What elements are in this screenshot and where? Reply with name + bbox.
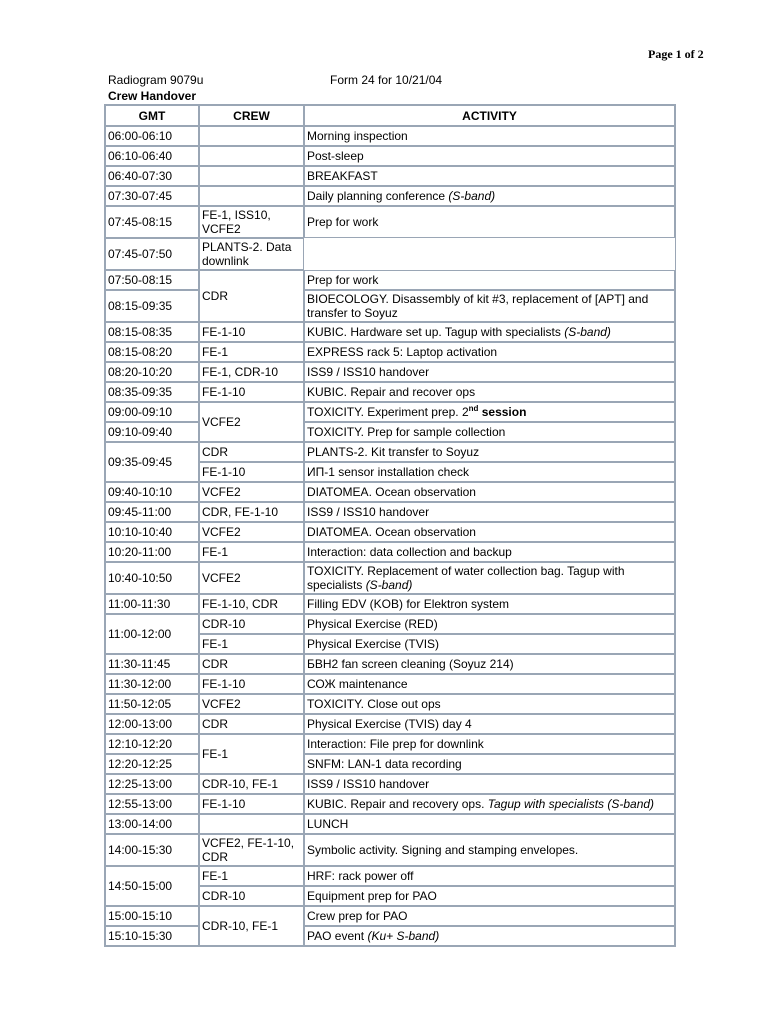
table-row: [105, 926, 675, 946]
table-cell: [105, 342, 199, 362]
cell-text: PAO event: [307, 929, 368, 943]
cell-text: EXPRESS rack 5: Laptop activation: [307, 345, 498, 359]
cell-text: Prep for work: [307, 273, 379, 287]
cell-italic-text: (S-band): [564, 325, 611, 339]
table-cell: [105, 674, 199, 694]
page-number: Page 1 of 2: [648, 47, 704, 61]
table-cell: [199, 270, 304, 322]
table-cell: [199, 694, 304, 714]
cell-text: Morning inspection: [307, 129, 408, 143]
table-header-row: [105, 105, 675, 126]
table-cell: [304, 542, 675, 562]
cell-text: PLANTS-2. Kit transfer to Soyuz: [307, 445, 480, 459]
cell-text: 11:30-11:45: [108, 657, 171, 671]
cell-text: 06:10-06:40: [108, 149, 173, 163]
table-cell: [304, 462, 675, 482]
table-cell: [304, 926, 675, 946]
cell-text: 07:50-08:15: [108, 273, 173, 287]
table-cell: [105, 714, 199, 734]
table-cell: [199, 734, 304, 774]
cell-text: 09:00-09:10: [108, 405, 173, 419]
table-cell: [105, 754, 199, 774]
cell-text: 09:35-09:45: [108, 455, 173, 469]
table-cell: [304, 562, 675, 594]
table-cell: [199, 886, 304, 906]
cell-italic-text: (S-band): [448, 189, 496, 203]
cell-text: 12:00-13:00: [108, 717, 173, 731]
table-row: [105, 522, 675, 542]
table-cell: [304, 502, 675, 522]
table-row: [105, 270, 675, 290]
table-cell: [199, 362, 304, 382]
table-cell: [199, 482, 304, 502]
table-cell: [199, 402, 304, 442]
cell-text: CDR: [202, 717, 228, 731]
table-cell: [304, 906, 675, 926]
table-cell: [105, 186, 199, 206]
table-cell: [105, 926, 199, 946]
table-row: [105, 654, 675, 674]
table-cell: [199, 126, 304, 146]
table-cell: [304, 694, 675, 714]
cell-text: Equipment prep for PAO: [307, 889, 437, 903]
table-cell: [199, 542, 304, 562]
table-cell: [199, 206, 304, 238]
table-row: [105, 834, 675, 866]
form-number: Form 24 for 10/21/04: [330, 73, 443, 87]
table-cell: [199, 794, 304, 814]
cell-text: VCFE2, FE-1-10, CDR: [202, 836, 295, 864]
table-cell: [199, 834, 304, 866]
cell-text: VCFE2: [202, 571, 241, 585]
table-cell: [199, 906, 304, 946]
cell-text: TOXICITY. Close out ops: [307, 697, 441, 711]
table-cell: [199, 714, 304, 734]
table-cell: [304, 794, 675, 814]
table-row: [105, 166, 675, 186]
cell-text: FE-1-10: [202, 465, 246, 479]
cell-text: ISS9 / ISS10 handover: [307, 505, 430, 519]
cell-text: ISS9 / ISS10 handover: [307, 777, 430, 791]
table-cell: [105, 814, 199, 834]
table-cell: [199, 382, 304, 402]
cell-text: Physical Exercise (TVIS) day 4: [307, 717, 472, 731]
cell-text: LUNCH: [307, 817, 349, 831]
cell-text: Post-sleep: [307, 149, 364, 163]
table-row: [105, 186, 675, 206]
cell-text: TOXICITY. Prep for sample collection: [307, 425, 506, 439]
table-cell: [199, 562, 304, 594]
crew-schedule-table: [104, 104, 676, 947]
cell-text: FE-1: [202, 747, 229, 761]
table-cell: [105, 322, 199, 342]
table-cell: [304, 482, 675, 502]
cell-text: DIATOMEA. Ocean observation: [307, 485, 476, 499]
table-row: [105, 382, 675, 402]
cell-text: СОЖ maintenance: [307, 677, 408, 691]
table-cell: [304, 834, 675, 866]
table-cell: [304, 166, 675, 186]
cell-text: 08:15-09:35: [108, 299, 173, 313]
cell-text: 06:00-06:10: [108, 129, 173, 143]
cell-text: CDR: [202, 445, 228, 459]
cell-text: 09:10-09:40: [108, 425, 173, 439]
table-row: [105, 442, 675, 462]
cell-text: 10:40-10:50: [108, 571, 173, 585]
cell-text: 10:10-10:40: [108, 525, 173, 539]
table-row: [105, 502, 675, 522]
cell-text: 11:50-12:05: [108, 697, 172, 711]
cell-text: VCFE2: [202, 697, 241, 711]
cell-text: CDR: [202, 289, 228, 303]
table-cell: [105, 422, 199, 442]
table-row: [105, 206, 675, 238]
table-cell: [105, 734, 199, 754]
table-row: [105, 542, 675, 562]
cell-text: HRF: rack power off: [307, 869, 414, 883]
cell-text: Interaction: data collection and backup: [307, 545, 512, 559]
table-cell: [105, 482, 199, 502]
cell-text: FE-1-10: [202, 797, 246, 811]
table-cell: [304, 362, 675, 382]
cell-text: TOXICITY. Experiment prep. 2: [307, 405, 469, 419]
table-cell: [304, 734, 675, 754]
table-cell: [304, 522, 675, 542]
table-row: [105, 290, 675, 322]
table-cell: [304, 206, 675, 238]
cell-text: 13:00-14:00: [108, 817, 173, 831]
table-cell: [105, 594, 199, 614]
table-cell: [199, 238, 304, 270]
table-cell: [105, 362, 199, 382]
cell-text: 15:10-15:30: [108, 929, 173, 943]
table-cell: [105, 562, 199, 594]
cell-text: 08:20-10:20: [108, 365, 173, 379]
table-cell: [304, 382, 675, 402]
cell-text: 11:00-11:30: [108, 597, 171, 611]
cell-text: BIOECOLOGY. Disassembly of kit #3, replacement of [APT] and transfer to Soyuz: [307, 292, 649, 320]
table-cell: [199, 774, 304, 794]
table-cell: [304, 714, 675, 734]
cell-text: 15:00-15:10: [108, 909, 173, 923]
cell-text: Daily planning conference: [307, 189, 449, 203]
cell-text: Prep for work: [307, 215, 379, 229]
cell-text: 11:30-12:00: [108, 677, 172, 691]
table-cell: [304, 422, 675, 442]
cell-text: PLANTS-2. Data downlink: [202, 240, 292, 268]
cell-text: CDR: [202, 657, 228, 671]
table-cell: [199, 614, 304, 634]
cell-text: Symbolic activity. Signing and stamping envelopes.: [307, 843, 579, 857]
table-row: [105, 146, 675, 166]
cell-text: CDR-10: [202, 617, 246, 631]
cell-text: 07:45-08:15: [108, 215, 173, 229]
cell-text: CDR-10, FE-1: [202, 919, 279, 933]
cell-text: Filling EDV (KOB) for Elektron system: [307, 597, 510, 611]
cell-text: 09:45-11:00: [108, 505, 172, 519]
table-row: [105, 342, 675, 362]
cell-text: 11:00-12:00: [108, 627, 172, 641]
table-cell: [199, 342, 304, 362]
table-cell: [199, 814, 304, 834]
cell-text: 08:15-08:20: [108, 345, 173, 359]
table-cell: [304, 322, 675, 342]
table-cell: [105, 654, 199, 674]
table-cell: [105, 290, 199, 322]
cell-superscript: nd: [468, 404, 479, 413]
cell-text: BREAKFAST: [307, 169, 378, 183]
cell-text: ИП-1 sensor installation check: [307, 465, 469, 479]
cell-italic-text: Tagup with specialists (S-band): [487, 797, 655, 811]
table-cell: [199, 654, 304, 674]
table-cell: [199, 462, 304, 482]
cell-text: CDR-10, FE-1: [202, 777, 279, 791]
cell-text: 12:20-12:25: [108, 757, 173, 771]
cell-text: FE-1-10: [202, 677, 246, 691]
cell-text: 12:55-13:00: [108, 797, 173, 811]
cell-text: 08:35-09:35: [108, 385, 173, 399]
cell-text: FE-1: [202, 869, 229, 883]
cell-text: FE-1: [202, 545, 229, 559]
table-cell: [199, 866, 304, 886]
table-cell: [304, 814, 675, 834]
table-row: [105, 614, 675, 634]
table-cell: [105, 774, 199, 794]
table-cell: [304, 886, 675, 906]
cell-text: Physical Exercise (RED): [307, 617, 438, 631]
cell-text: БВН2 fan screen cleaning (Soyuz 214): [307, 657, 514, 671]
table-cell: [199, 442, 304, 462]
cell-text: FE-1: [202, 345, 229, 359]
cell-text: FE-1-10: [202, 325, 246, 339]
table-cell: [304, 442, 675, 462]
cell-text: Crew prep for PAO: [307, 909, 408, 923]
table-row: [105, 402, 675, 422]
cell-text: 12:25-13:00: [108, 777, 173, 791]
table-cell: [199, 322, 304, 342]
table-cell: [105, 270, 199, 290]
table-cell: [199, 146, 304, 166]
cell-text: TOXICITY. Replacement of water collection bag. Tagup with specialists: [307, 564, 625, 592]
table-cell: [304, 146, 675, 166]
cell-text: FE-1-10, CDR: [202, 597, 279, 611]
cell-text: 06:40-07:30: [108, 169, 173, 183]
cell-text: 12:10-12:20: [108, 737, 173, 751]
table-cell: [105, 542, 199, 562]
cell-text: VCFE2: [202, 415, 241, 429]
table-row: [105, 866, 675, 886]
cell-text: Interaction: File prep for downlink: [307, 737, 484, 751]
cell-text: 14:50-15:00: [108, 879, 173, 893]
table-cell: [199, 502, 304, 522]
table-cell: [304, 342, 675, 362]
table-cell: [304, 126, 675, 146]
schedule-body: [105, 126, 675, 946]
cell-text: FE-1, ISS10, VCFE2: [202, 208, 271, 236]
cell-text: VCFE2: [202, 525, 241, 539]
cell-text: KUBIC. Repair and recover ops: [307, 385, 476, 399]
cell-text: SNFM: LAN-1 data recording: [307, 757, 462, 771]
table-cell: [199, 186, 304, 206]
table-row: [105, 422, 675, 442]
table-row: [105, 674, 675, 694]
cell-text: 10:20-11:00: [108, 545, 172, 559]
cell-text: 08:15-08:35: [108, 325, 173, 339]
table-cell: [105, 146, 199, 166]
table-cell: [304, 866, 675, 886]
table-cell: [105, 442, 199, 482]
table-cell: [304, 634, 675, 654]
table-row: [105, 322, 675, 342]
table-cell: [105, 382, 199, 402]
cell-text: CDR, FE-1-10: [202, 505, 279, 519]
table-cell: [304, 614, 675, 634]
table-cell: [199, 594, 304, 614]
table-cell: [304, 186, 675, 206]
cell-italic-text: (S-band): [365, 578, 413, 592]
document-title: Crew Handover: [108, 89, 197, 103]
column-header-crew: CREW: [199, 105, 304, 126]
column-header-activity: ACTIVITY: [304, 105, 675, 126]
cell-text: 07:45-07:50: [108, 247, 173, 261]
cell-text: KUBIC. Repair and recovery ops.: [307, 797, 488, 811]
table-cell: [304, 594, 675, 614]
cell-text: 07:30-07:45: [108, 189, 173, 203]
table-cell: [199, 674, 304, 694]
table-cell: [304, 654, 675, 674]
cell-italic-text: (Ku+ S-band): [367, 929, 440, 943]
table-cell: [105, 906, 199, 926]
table-row: [105, 814, 675, 834]
cell-text: VCFE2: [202, 485, 241, 499]
table-cell: [304, 754, 675, 774]
cell-text: KUBIC. Hardware set up. Tagup with specialists: [307, 325, 565, 339]
table-cell: [105, 834, 199, 866]
cell-text: CDR-10: [202, 889, 246, 903]
cell-text: 09:40-10:10: [108, 485, 173, 499]
cell-text: DIATOMEA. Ocean observation: [307, 525, 476, 539]
cell-text: FE-1: [202, 637, 229, 651]
table-row: [105, 594, 675, 614]
table-row: [105, 238, 675, 270]
table-cell: [105, 502, 199, 522]
table-row: [105, 774, 675, 794]
table-cell: [199, 166, 304, 186]
table-cell: [105, 238, 199, 270]
table-row: [105, 714, 675, 734]
cell-text: FE-1-10: [202, 385, 246, 399]
table-cell: [105, 794, 199, 814]
table-row: [105, 562, 675, 594]
table-cell: [304, 270, 675, 290]
cell-text: FE-1, CDR-10: [202, 365, 279, 379]
table-row: [105, 734, 675, 754]
table-row: [105, 482, 675, 502]
table-row: [105, 906, 675, 926]
table-cell: [105, 694, 199, 714]
table-cell: [199, 522, 304, 542]
table-cell: [199, 634, 304, 654]
table-cell: [105, 126, 199, 146]
table-row: [105, 794, 675, 814]
radiogram-number: Radiogram 9079u: [108, 73, 204, 87]
cell-text: Physical Exercise (TVIS): [307, 637, 440, 651]
table-cell: [304, 402, 675, 422]
cell-bold-text: session: [478, 405, 527, 419]
table-row: [105, 362, 675, 382]
table-cell: [105, 866, 199, 906]
table-row: [105, 126, 675, 146]
table-row: [105, 694, 675, 714]
table-cell: [304, 674, 675, 694]
table-cell: [105, 166, 199, 186]
table-cell: [105, 614, 199, 654]
table-cell: [105, 206, 199, 238]
table-row: [105, 754, 675, 774]
table-cell: [105, 522, 199, 542]
column-header-gmt: GMT: [105, 105, 199, 126]
table-cell: [304, 774, 675, 794]
cell-text: ISS9 / ISS10 handover: [307, 365, 430, 379]
table-cell: [304, 290, 675, 322]
table-cell: [105, 402, 199, 422]
cell-text: 14:00-15:30: [108, 843, 173, 857]
